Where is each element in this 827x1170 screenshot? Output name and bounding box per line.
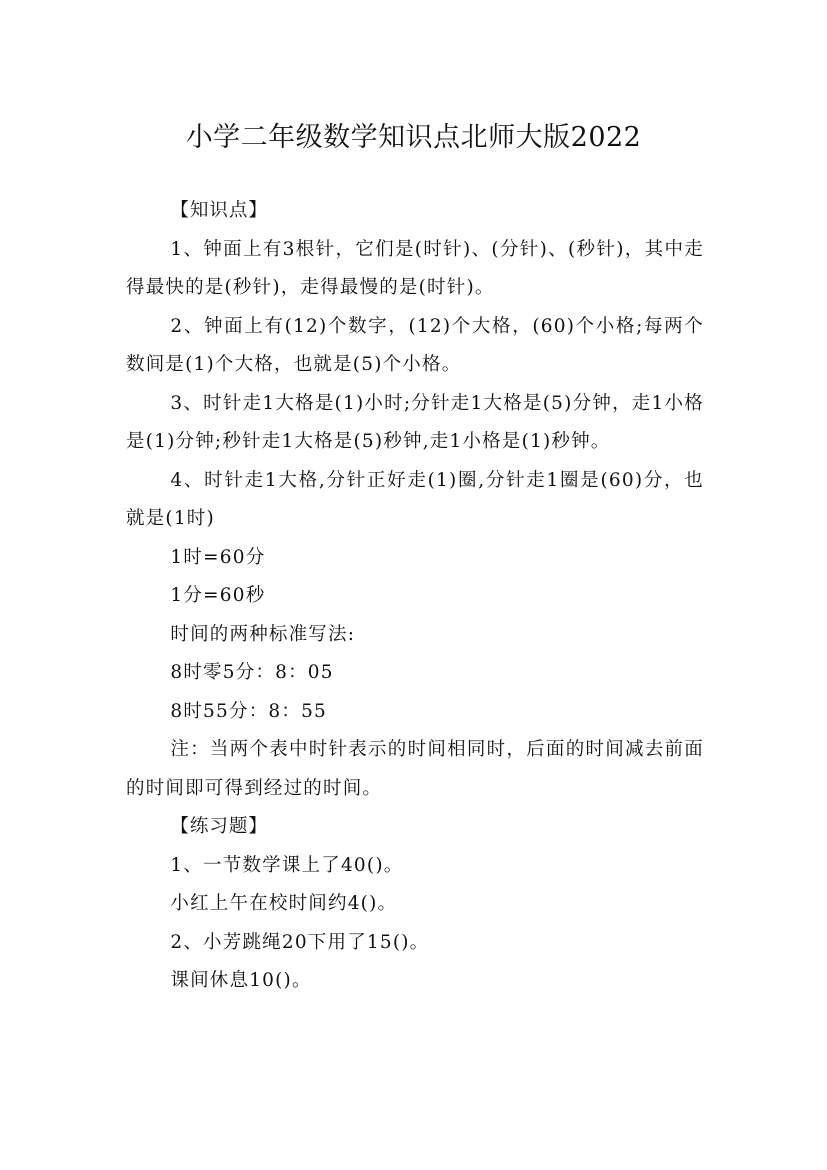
- document-body: [126, 192, 704, 1001]
- exercise-2a: 2、小芳跳绳20下用了15()。: [170, 931, 430, 953]
- paragraph-example-805: 8时零5分：8：05: [170, 662, 334, 683]
- paragraph-clock-hands: 1、钟面上有3根针，它们是(时针)、(分针)、(秒针)，其中走得最快的是(秒针)，走得最慢的是(时针)。: [126, 238, 704, 298]
- paragraph-example-855: 8时55分：8：55: [170, 700, 328, 722]
- paragraph-clock-face: 2、钟面上有(12)个数字，(12)个大格，(60)个小格;每两个数间是(1)个大格，也就是(5)个小格。: [126, 315, 704, 375]
- document-title: 小学二年级数学知识点北师大版2022: [185, 122, 642, 154]
- paragraph-note: 注：当两个表中时针表示的时间相同时，后面的时间减去前面的时间即可得到经过的时间。: [126, 739, 704, 799]
- exercise-2b: 课间休息10()。: [170, 970, 312, 991]
- paragraph-hour-minute: 4、时针走1大格,分针正好走(1)圈,分针走1圈是(60)分，也就是(1时): [126, 469, 704, 529]
- section-heading-knowledge: 【知识点】: [170, 200, 268, 221]
- paragraph-minute-equals: 1分=60秒: [170, 585, 266, 606]
- exercise-1a: 1、一节数学课上了40()。: [170, 854, 404, 876]
- section-heading-exercises: 【练习题】: [170, 816, 268, 837]
- paragraph-hand-movement: 3、时针走1大格是(1)小时;分针走1大格是(5)分钟，走1小格是(1)分钟;秒针走1大格是(5)秒钟,走1小格是(1)秒钟。: [126, 392, 704, 452]
- exercise-1b: 小红上午在校时间约4()。: [170, 893, 398, 914]
- paragraph-hour-equals: 1时=60分: [170, 546, 266, 568]
- paragraph-writing-methods: 时间的两种标准写法:: [170, 623, 356, 645]
